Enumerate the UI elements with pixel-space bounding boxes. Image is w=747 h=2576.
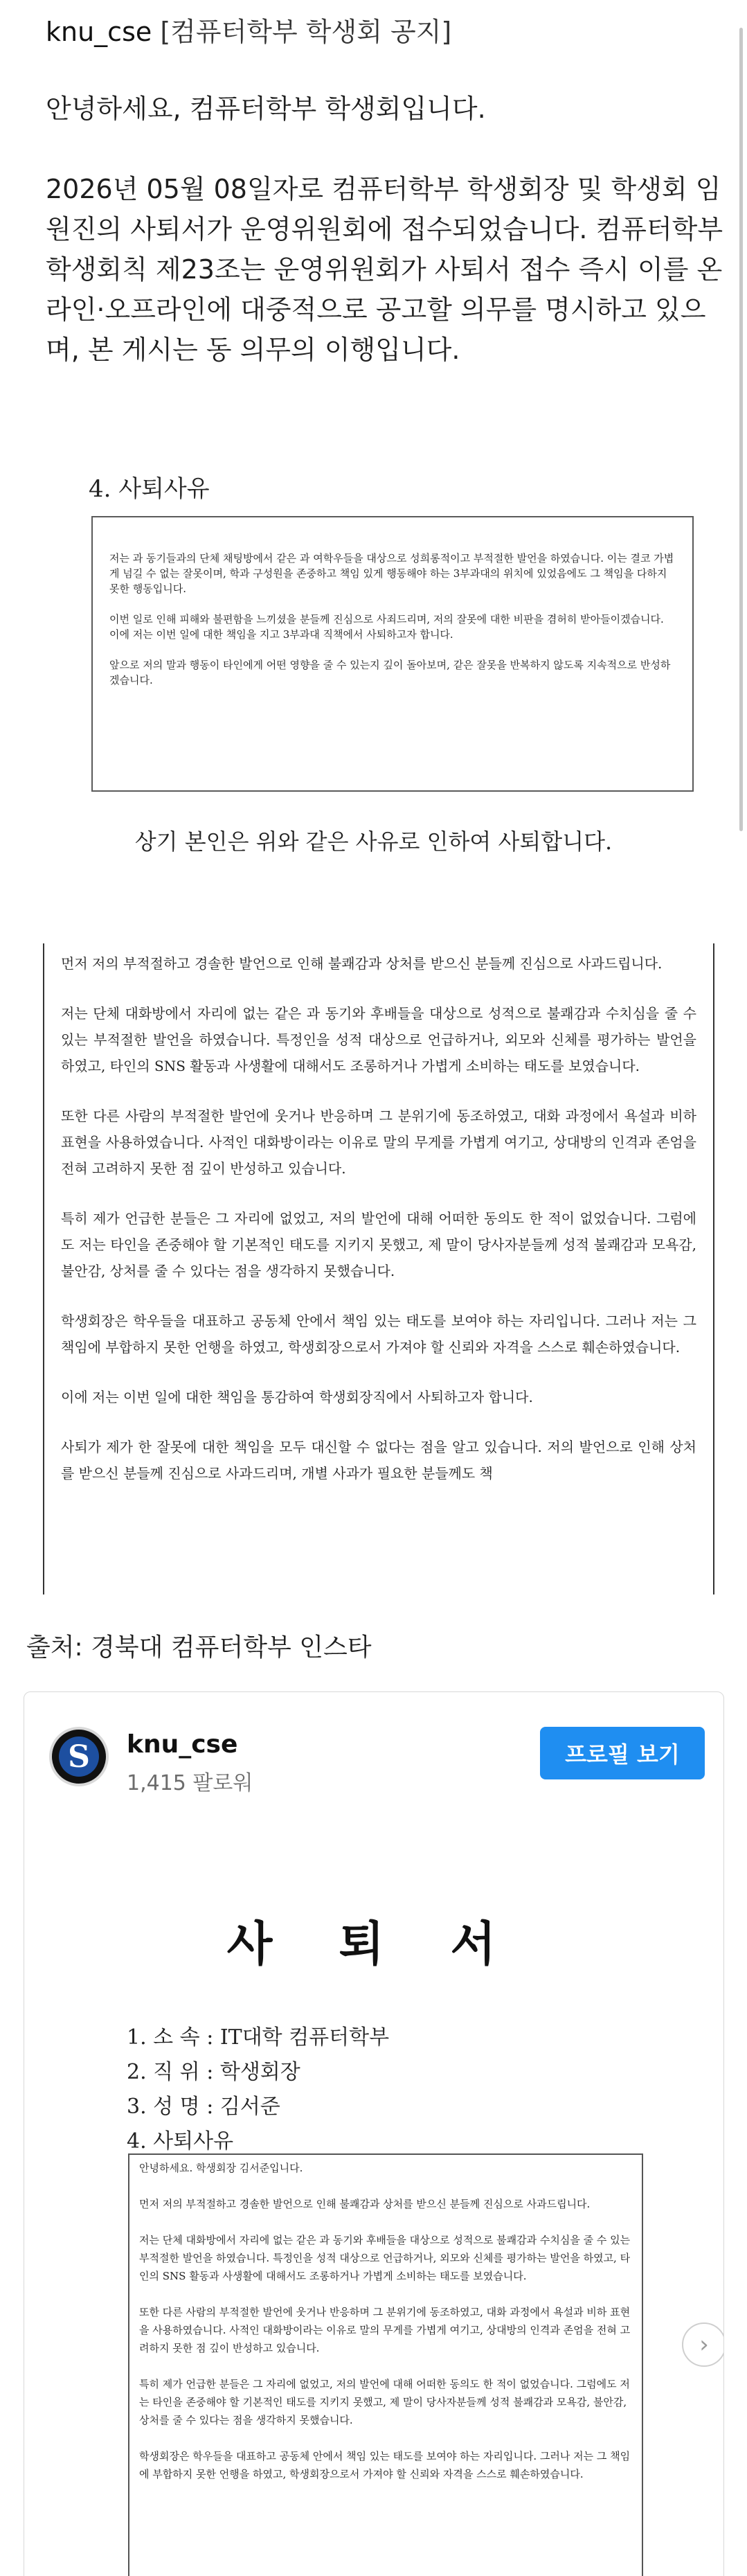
account-avatar[interactable]: [49, 1727, 109, 1786]
letter-paragraph-3: 또한 다른 사람의 부적절한 발언에 웃거나 반응하며 그 분위기에 동조하였고, 대화 과정에서 욕설과 비하 표현을 사용하였습니다. 사적인 대화방이라는 이유로 말의 무게를 가볍게 여기고, 상대방의 인격과 존엄을 전혀 고려하지 못한 점 깊이 반성하고 있습니다.: [61, 1108, 696, 1177]
field-name: 3. 성 명 : 김서준: [127, 2095, 280, 2119]
intro-greeting: 안녕하세요, 컴퓨터학부 학생회입니다.: [46, 94, 486, 124]
reason-paragraph-2: 이번 일로 인해 피해와 불편함을 느끼셨을 분들께 진심으로 사죄드리며, 저의 잘못에 대한 비판을 겸허히 받아들이겠습니다. 이에 저는 이번 일에 대한 책임을 지고 3부과대 직책에서 사퇴하고자 합니다.: [109, 613, 664, 641]
reason-paragraph-3: 앞으로 저의 말과 행동이 타인에게 어떤 영향을 줄 수 있는지 깊이 돌아보며, 같은 잘못을 반복하지 않도록 지속적으로 반성하겠습니다.: [109, 659, 671, 686]
resignation-conclusion: 상기 본인은 위와 같은 사유로 인하여 사퇴합니다.: [134, 828, 613, 855]
post-notice-tag: [컴퓨터학부 학생회 공지]: [160, 17, 452, 47]
chevron-right-icon[interactable]: ›: [682, 2322, 724, 2367]
intro-body: 2026년 05월 08일자로 컴퓨터학부 학생회장 및 학생회 임원진의 사퇴서가 운영위원회에 접수되었습니다. 컴퓨터학부 학생회칙 제23조는 운영위원회가 사퇴서 접수 즉시 이를 온라인·오프라인에 대중적으로 공고할 의무를 명시하고 있으며, 본 게시는 동 의무의 이행입니다.: [46, 174, 723, 365]
post-brand: knu_cse: [46, 17, 152, 47]
box-paragraph-2: 저는 단체 대화방에서 자리에 없는 같은 과 동기와 후배들을 대상으로 성적으로 불쾌감과 수치심을 줄 수 있는 부적절한 발언을 하였습니다. 특정인을 성적 대상으로 언급하거나, 외모와 신체를 평가하는 발언을 하였고, 타인의 SNS 활동과 사생활에 대해서도 조롱하거나 가볍게 소비하는 태도를 보였습니다.: [139, 2234, 631, 2282]
box-paragraph-3: 또한 다른 사람의 부적절한 발언에 웃거나 반응하며 그 분위기에 동조하였고, 대화 과정에서 욕설과 비하 표현을 사용하였습니다. 사적인 대화방이라는 이유로 말의 무게를 가볍게 여기고, 상대방의 인격과 존엄을 전혀 고려하지 못한 점 깊이 반성하고 있습니다.: [139, 2306, 631, 2354]
field-position: 2. 직 위 : 학생회장: [127, 2060, 300, 2084]
box-paragraph-5: 학생회장은 학우들을 대표하고 공동체 안에서 책임 있는 태도를 보여야 하는 자리입니다. 그러나 저는 그 책임에 부합하지 못한 언행을 하였고, 학생회장으로서 가져야 할 신뢰와 자격을 스스로 훼손하였습니다.: [139, 2450, 631, 2480]
letter-reason-box: [128, 2153, 643, 2576]
letter-paragraph-4: 특히 제가 언급한 분들은 그 자리에 없었고, 저의 발언에 대해 어떠한 동의도 한 적이 없었습니다. 그럼에도 저는 타인을 존중해야 할 기본적인 태도를 지키지 못했고, 제 말이 당사자분들께 성적 불쾌감과 모욕감, 불안감, 상처를 줄 수 있다는 점을 생각하지 못했습니다.: [61, 1210, 696, 1279]
box-greeting: 안녕하세요. 학생회장 김서준입니다.: [139, 2162, 303, 2174]
intro-spacer: [46, 129, 724, 169]
letter-paragraph-2: 저는 단체 대화방에서 자리에 없는 같은 과 동기와 후배들을 대상으로 성적으로 불쾌감과 수치심을 줄 수 있는 부적절한 발언을 하였습니다. 특정인을 성적 대상으로 언급하거나, 외모와 신체를 평가하는 발언을 하였고, 타인의 SNS 활동과 사생활에 대해서도 조롱하거나 가볍게 소비하는 태도를 보였습니다.: [61, 1005, 696, 1074]
letter-paragraph-1: 먼저 저의 부적절하고 경솔한 발언으로 인해 불쾌감과 상처를 받으신 분들께 진심으로 사과드립니다.: [61, 955, 663, 972]
view-profile-button[interactable]: 프로필 보기: [540, 1727, 705, 1779]
avatar-logo-letter: S: [59, 1736, 99, 1777]
source-caption: 출처: 경북대 컴퓨터학부 인스타: [26, 1633, 372, 1662]
page-scrollbar[interactable]: [739, 28, 743, 831]
letter-fields: [127, 2020, 389, 2159]
president-letter-excerpt: [43, 943, 714, 1595]
letter-title: 사 퇴 서: [226, 1917, 521, 1972]
box-paragraph-1: 먼저 저의 부적절하고 경솔한 발언으로 인해 불쾌감과 상처를 받으신 분들께 진심으로 사과드립니다.: [139, 2198, 591, 2210]
letter-paragraph-6: 이에 저는 이번 일에 대한 책임을 통감하여 학생회장직에서 사퇴하고자 합니다.: [61, 1389, 533, 1405]
resignation-reason-heading: 4. 사퇴사유: [89, 475, 210, 503]
account-name[interactable]: knu_cse: [127, 1730, 238, 1759]
field-affiliation: 1. 소 속 : IT대학 컴퓨터학부: [127, 2025, 390, 2050]
letter-paragraph-7: 사퇴가 제가 한 잘못에 대한 책임을 모두 대신할 수 없다는 점을 알고 있습니다. 저의 발언으로 인해 상처를 받으신 분들께 진심으로 사과드리며, 개별 사과가 필요한 분들께도 책: [61, 1439, 696, 1482]
follower-count: 1,415 팔로워: [127, 1771, 253, 1795]
instagram-embed[interactable]: [24, 1691, 724, 2576]
post-header: [46, 12, 451, 51]
box-paragraph-4: 특히 제가 언급한 분들은 그 자리에 없었고, 저의 발언에 대해 어떠한 동의도 한 적이 없었습니다. 그럼에도 저는 타인을 존중해야 할 기본적인 태도를 지키지 못했고, 제 말이 당사자분들께 성적 불쾌감과 모욕감, 불안감, 상처를 줄 수 있다는 점을 생각하지 못했습니다.: [139, 2378, 630, 2426]
notice-intro: [46, 89, 724, 370]
resignation-reason-box: [91, 516, 694, 792]
reason-paragraph-1: 저는 과 동기들과의 단체 채팅방에서 같은 과 여학우들을 대상으로 성희롱적이고 부적절한 발언을 하였습니다. 이는 결코 가볍게 넘길 수 없는 잘못이며, 학과 구성원을 존중하고 책임 있게 행동해야 하는 3부과대의 위치에 있었음에도 그 책임을 다하지 못한 행동입니다.: [109, 552, 674, 595]
letter-paragraph-5: 학생회장은 학우들을 대표하고 공동체 안에서 책임 있는 태도를 보여야 하는 자리입니다. 그러나 저는 그 책임에 부합하지 못한 언행을 하였고, 학생회장으로서 가져야 할 신뢰와 자격을 스스로 훼손하였습니다.: [61, 1313, 696, 1356]
field-reason-heading: 4. 사퇴사유: [127, 2129, 234, 2153]
embed-header: [24, 1692, 723, 1803]
